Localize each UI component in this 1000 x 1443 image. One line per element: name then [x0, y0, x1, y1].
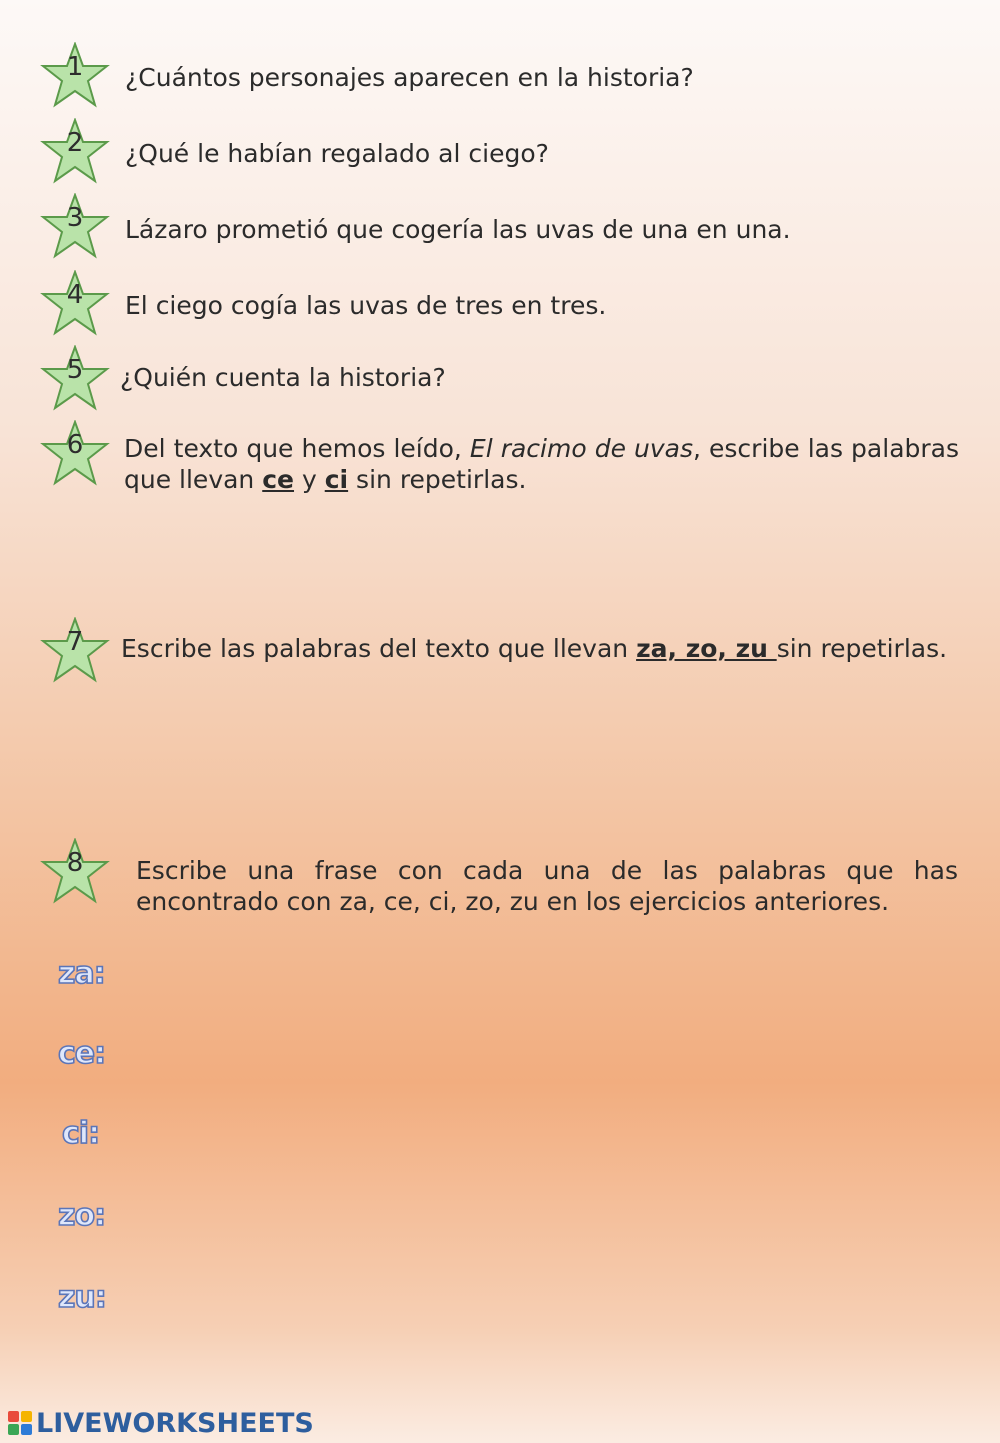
question-number: 6: [66, 430, 84, 460]
star-icon: [40, 617, 110, 683]
label-zo: zo:: [58, 1198, 106, 1233]
text-part: , escribe las palabras que llevan: [124, 434, 960, 494]
star-icon: [40, 270, 110, 336]
question-text: ¿Cuántos personajes aparecen en la historia?: [125, 63, 694, 92]
story-title: El racimo de uvas: [469, 434, 694, 463]
question-number: 7: [66, 627, 84, 657]
label-zu: zu:: [58, 1280, 106, 1315]
question-number: 5: [66, 355, 84, 385]
star-icon: [40, 118, 110, 184]
question-number: 3: [66, 203, 84, 233]
brand-name: LIVEWORKSHEETS: [36, 1407, 314, 1439]
star-icon: [40, 838, 110, 904]
text-part: Del texto que hemos leído,: [124, 434, 470, 463]
underlined-syllable: ci: [324, 465, 349, 494]
question-text: Escribe una frase con cada una de las palabras que has encontrado con za, ce, ci, zo, zu en los ejercicios anteriores.: [136, 856, 958, 916]
text-part: y: [294, 465, 325, 494]
star-icon: [40, 345, 110, 411]
star-icon: [40, 420, 110, 486]
question-number: 1: [66, 52, 84, 82]
underlined-syllable: ce: [262, 465, 295, 494]
underlined-syllables: za, zo, zu: [636, 634, 777, 663]
question-text: [124, 433, 959, 495]
question-number: 8: [66, 848, 84, 878]
question-number: 4: [66, 280, 84, 310]
text-part: Escribe las palabras del texto que llevan: [121, 634, 637, 663]
question-text: ¿Qué le habían regalado al ciego?: [125, 139, 549, 168]
question-text: [121, 633, 947, 664]
text-part: sin repetirlas.: [348, 465, 527, 494]
label-za: za:: [58, 956, 105, 991]
label-ce: ce:: [58, 1036, 106, 1071]
question-text: El ciego cogía las uvas de tres en tres.: [125, 291, 607, 320]
question-text: Lázaro prometió que cogería las uvas de una en una.: [125, 215, 791, 244]
question-text: ¿Quién cuenta la historia?: [120, 363, 446, 392]
star-icon: [40, 42, 110, 108]
question-number: 2: [66, 128, 84, 158]
logo-blocks-icon: [8, 1411, 32, 1435]
liveworksheets-logo: [8, 1406, 314, 1440]
text-part: sin repetirlas.: [776, 634, 948, 663]
star-icon: [40, 193, 110, 259]
label-ci: ci:: [62, 1116, 100, 1151]
